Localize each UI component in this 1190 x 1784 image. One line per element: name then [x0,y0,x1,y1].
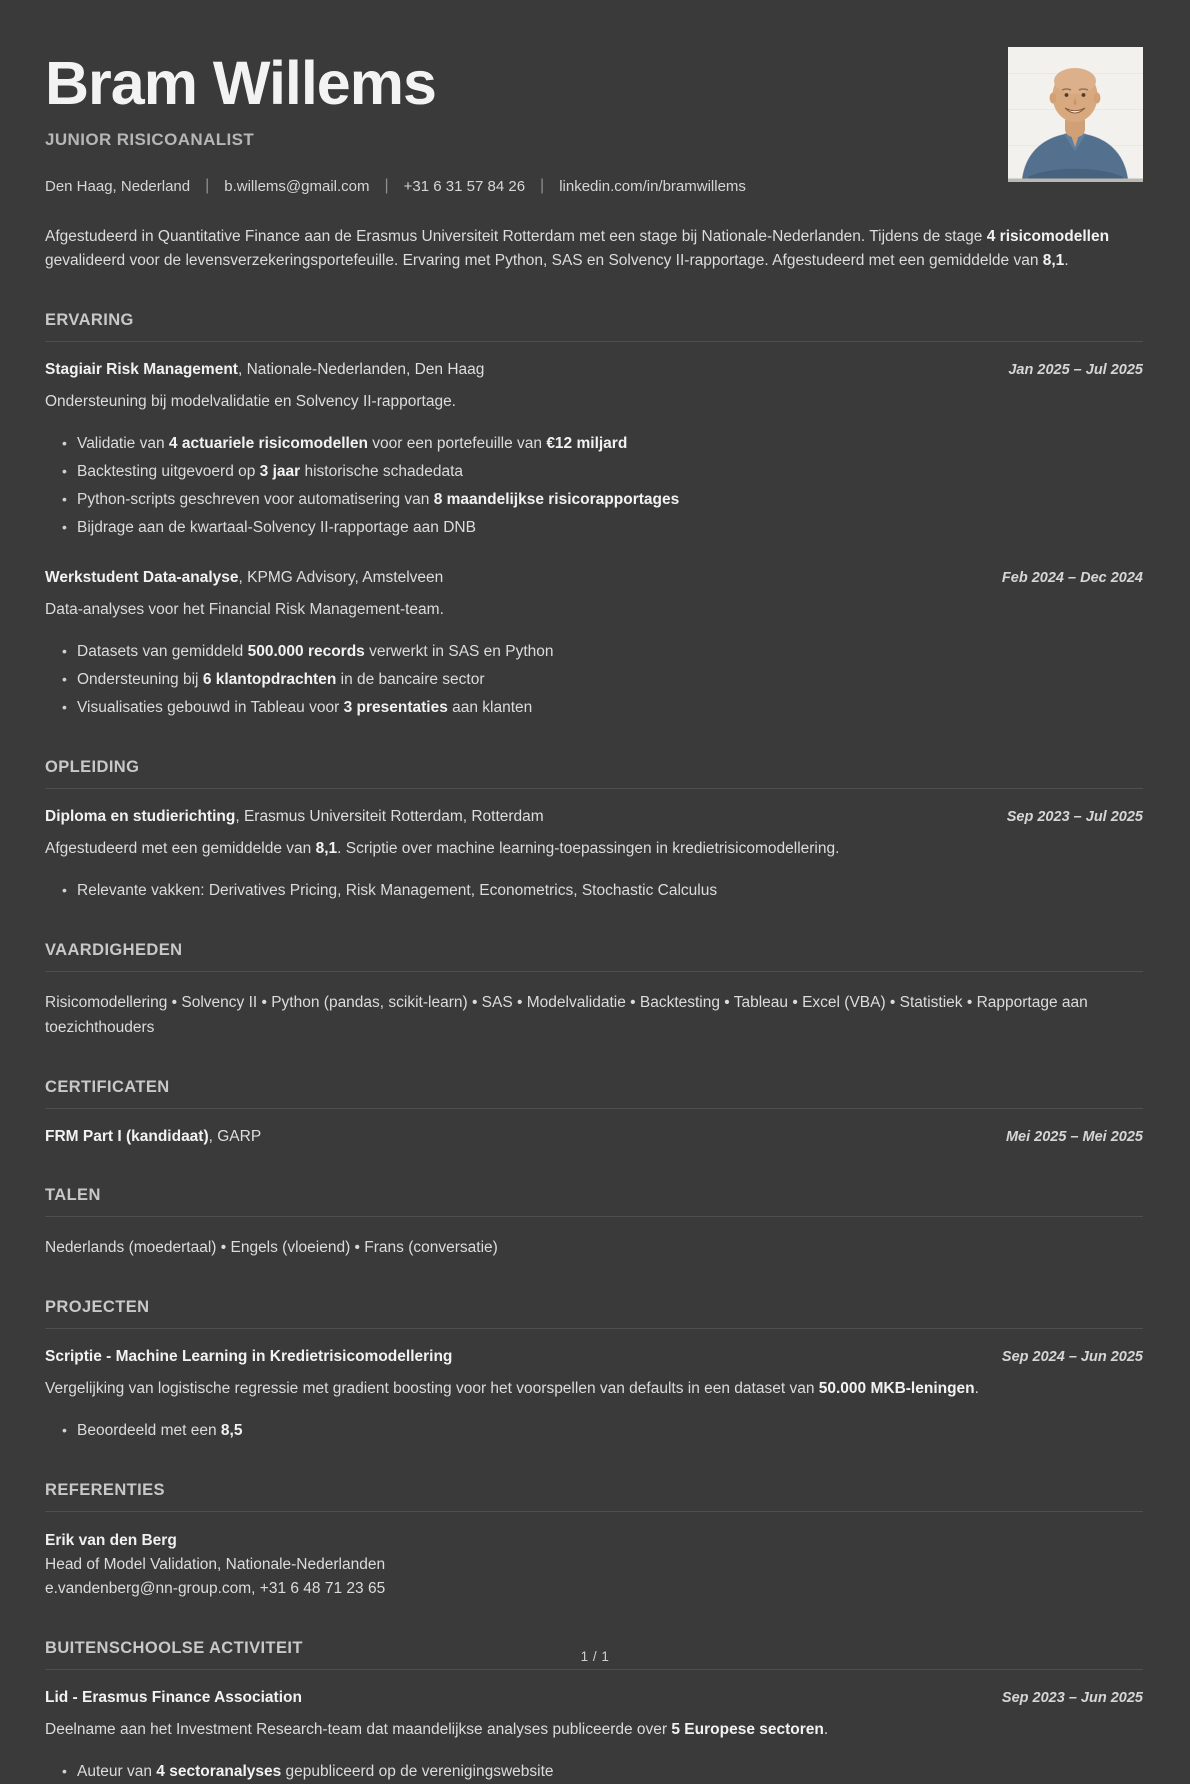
bullet-item: • Relevante vakken: Derivatives Pricing, Risk Management, Econometrics, Stochastic Calculus [77,878,1143,903]
entry-subtitle: Vergelijking van logistische regressie met gradient boosting voor het voorspellen van defaults in een dataset van 50.000 MKB-leningen. [45,1380,979,1398]
entry-title: Scriptie - Machine Learning in Kredietrisicomodellering [45,1348,453,1366]
reference-name: Erik van den Berg [45,1532,177,1550]
section-ervaring [45,311,1143,720]
entry-date: Jan 2025 – Jul 2025 [1008,362,1143,379]
entry-date: Sep 2023 – Jul 2025 [1006,809,1143,826]
section-title-referenties: REFERENTIES [45,1481,1143,1512]
section-title-certificaten: CERTIFICATEN [45,1078,1143,1109]
bullet-item: • Datasets van gemiddeld 500.000 records verwerkt in SAS en Python [77,639,1143,664]
entry-header [45,1126,1143,1148]
entry-date: Mei 2025 – Mei 2025 [1005,1129,1143,1146]
section-referenties [45,1481,1143,1601]
section-title-ervaring: ERVARING [45,311,1143,342]
bullet-item: • Validatie van 4 actuariele risicomodellen voor een portefeuille van €12 miljard [77,431,1143,456]
bullet-item: • Ondersteuning bij 6 klantopdrachten in de bancaire sector [77,667,1143,692]
skills-text: Risicomodellering • Solvency II • Python (pandas, scikit-learn) • SAS • Modelvalidatie • Backtesting • Tableau • Excel (VBA) • Statistiek • Rapportage aan toezichthouders [45,994,1088,1037]
activity-entry [45,1687,1143,1784]
entry-title: FRM Part I (kandidaat), GARP [45,1128,262,1146]
resume-header [45,49,1143,195]
entry-subtitle: Afgestudeerd met een gemiddelde van 8,1. Scriptie over machine learning-toepassingen in kredietrisicomodellering. [45,840,840,858]
bullet-list [45,639,1143,720]
section-opleiding [45,758,1143,903]
candidate-name: Bram Willems [45,49,436,117]
contact-phone: +31 6 31 57 84 26 [403,177,526,195]
entry-header [45,1346,1143,1368]
section-talen [45,1186,1143,1260]
reference-entry [45,1529,1143,1601]
bullet-item: • Visualisaties gebouwd in Tableau voor 3 presentaties aan klanten [77,695,1143,720]
contact-email: b.willems@gmail.com [224,177,370,195]
experience-entry [45,567,1143,720]
bullet-list [45,878,1143,903]
entry-header [45,359,1143,381]
bullet-item: • Python-scripts geschreven voor automatisering van 8 maandelijkse risicorapportages [77,487,1143,512]
entry-title: Diploma en studierichting, Erasmus Universiteit Rotterdam, Rotterdam [45,808,544,826]
entry-title: Stagiair Risk Management, Nationale-Nederlanden, Den Haag [45,361,485,379]
contact-location: Den Haag, Nederland [45,177,191,195]
project-entry [45,1346,1143,1443]
bullet-item: • Beoordeeld met een 8,5 [77,1418,1143,1443]
contact-row [45,177,1143,195]
entry-subtitle: Data-analyses voor het Financial Risk Management-team. [45,601,444,619]
section-projecten [45,1298,1143,1443]
contact-separator [540,177,544,195]
reference-contact: e.vandenberg@nn-group.com, +31 6 48 71 23 65 [45,1580,386,1598]
entry-title: Lid - Erasmus Finance Association [45,1689,302,1707]
page-indicator: 1 / 1 [580,1649,610,1664]
certificate-entry [45,1126,1143,1148]
entry-date: Sep 2024 – Jun 2025 [1001,1349,1143,1366]
section-title-opleiding: OPLEIDING [45,758,1143,789]
bullet-list [45,1759,1143,1784]
entry-header [45,806,1143,828]
profile-photo-illustration [1008,47,1143,182]
section-title-vaardigheden: VAARDIGHEDEN [45,941,1143,972]
education-entry [45,806,1143,903]
entry-subtitle: Ondersteuning bij modelvalidatie en Solvency II-rapportage. [45,393,456,411]
section-title-buitenschools: BUITENSCHOOLSE ACTIVITEIT [45,1639,1143,1670]
bullet-item: • Auteur van 4 sectoranalyses gepubliceerd op de verenigingswebsite [77,1759,1143,1784]
section-vaardigheden [45,941,1143,1040]
entry-title: Werkstudent Data-analyse, KPMG Advisory, Amstelveen [45,569,444,587]
experience-entry [45,359,1143,540]
bullet-list [45,431,1143,540]
contact-separator [205,177,209,195]
section-title-projecten: PROJECTEN [45,1298,1143,1329]
contact-separator [385,177,389,195]
section-certificaten [45,1078,1143,1148]
entry-date: Feb 2024 – Dec 2024 [1001,570,1143,587]
contact-linkedin: linkedin.com/in/bramwillems [559,177,746,195]
bullet-item: • Bijdrage aan de kwartaal-Solvency II-rapportage aan DNB [77,515,1143,540]
profile-photo [1008,47,1143,182]
section-title-talen: TALEN [45,1186,1143,1217]
entry-subtitle: Deelname aan het Investment Research-team dat maandelijkse analyses publiceerde over 5 Europese sectoren. [45,1721,829,1739]
reference-role: Head of Model Validation, Nationale-Nederlanden [45,1556,386,1574]
entry-header [45,567,1143,589]
entry-header [45,1687,1143,1709]
bullet-item: • Backtesting uitgevoerd op 3 jaar historische schadedata [77,459,1143,484]
candidate-job-title: JUNIOR RISICOANALIST [45,130,255,150]
entry-date: Sep 2023 – Jun 2025 [1001,1690,1143,1707]
languages-text: Nederlands (moedertaal) • Engels (vloeiend) • Frans (conversatie) [45,1239,498,1257]
bullet-list [45,1418,1143,1443]
summary-text: Afgestudeerd in Quantitative Finance aan de Erasmus Universiteit Rotterdam met een stage bij Nationale-Nederlanden. Tijdens de stage 4 risicomodellen gevalideerd voor de levensverzekeringsportefeuille. Ervaring met Python, SAS en Solvency II-rapportage. Afgestudeerd met een gemiddelde van 8,1. [45,228,1110,270]
